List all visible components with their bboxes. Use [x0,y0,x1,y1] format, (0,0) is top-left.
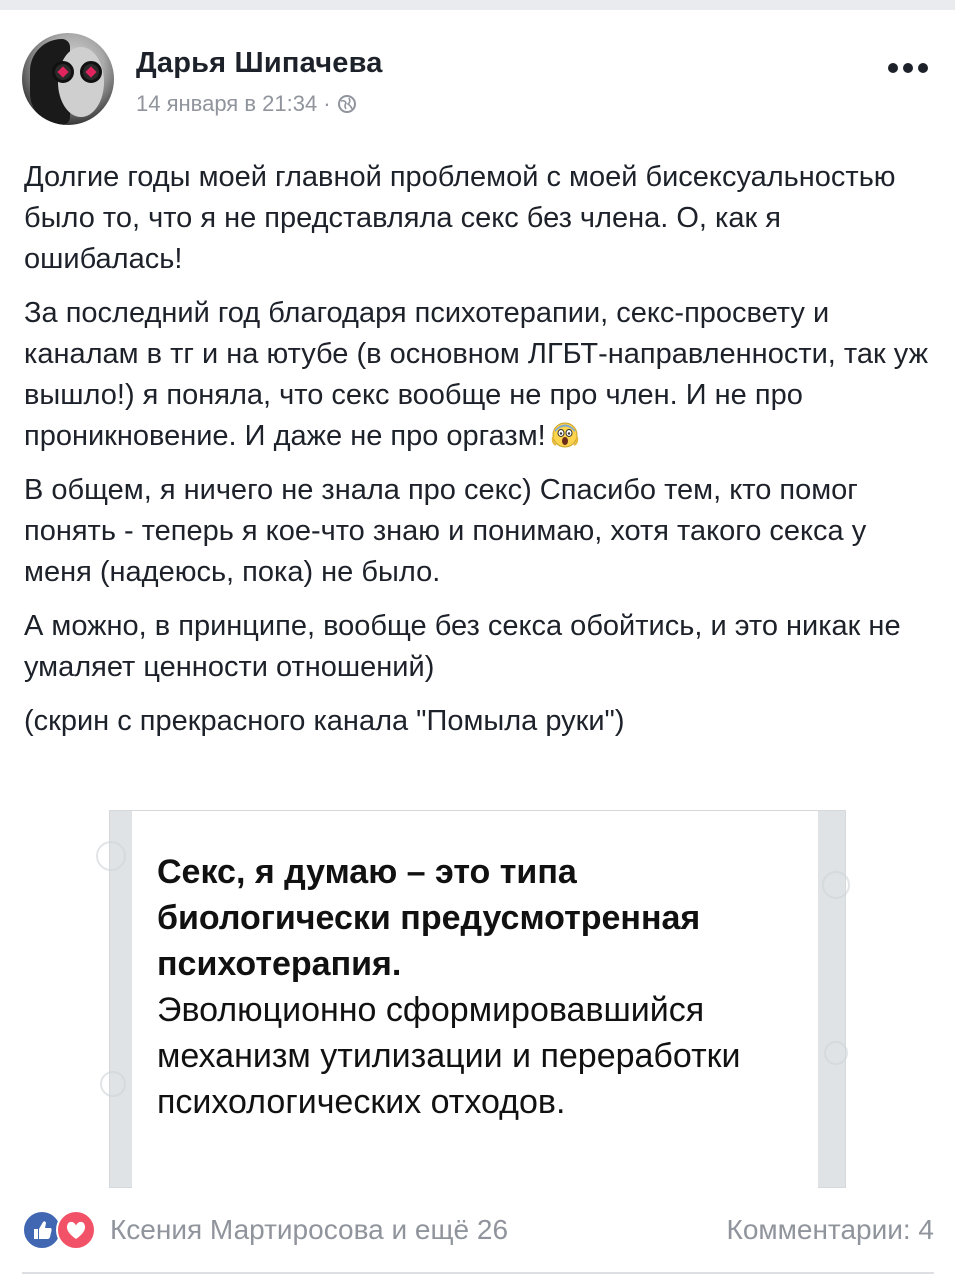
more-options-icon[interactable] [888,63,928,75]
post-footer [22,1208,934,1256]
message-bold-text: Секс, я думаю – это типа биологически предусмотренная психотерапия. [157,853,701,983]
love-icon [56,1210,96,1250]
post-paragraph-2: За последний год благодаря психотерапии, секс-просвету и каналам в тг и на ютубе (в основном ЛГБТ-направленности, так уж вышло!) я поняла, что секс вообще не про член. И не про проникновение. И даже не про оргазм! [24,297,928,452]
post-body [24,157,934,755]
post-header [22,33,932,129]
message-bubble [132,811,818,1189]
top-divider [0,0,955,10]
reactions-summary[interactable]: Ксения Мартиросова и ещё 26 [110,1214,509,1245]
meta-separator: · [323,91,331,116]
post-paragraph-3: В общем, я ничего не знала про секс) Спасибо тем, кто помог понять - теперь я кое-что знаю и понимаю, хотя такого секса у меня (надеюсь, пока) не было. [24,474,867,588]
globe-icon [337,94,357,114]
post-timestamp[interactable]: 14 января в 21:34 [136,91,318,116]
post-paragraph-1: Долгие годы моей главной проблемой с моей бисексуальностью было то, что я не представляла секс без члена. О, как я ошибалась! [24,161,896,275]
message-regular-text: Эволюционно сформировавшийся механизм утилизации и переработки психологических отходов. [157,991,741,1121]
post-paragraph-4: А можно, в принципе, вообще без секса обойтись, и это никак не умаляет ценности отношений) [24,610,901,683]
author-name[interactable]: Дарья Шипачева [136,47,383,79]
footer-divider [22,1272,934,1274]
post-paragraph-5: (скрин с прекрасного канала "Помыла руки") [24,705,625,737]
post-image[interactable] [109,810,846,1188]
reaction-icons[interactable] [22,1210,100,1250]
message-text [157,849,807,1125]
screaming-face-emoji-icon [550,419,580,449]
comments-count-link[interactable]: Комментарии: 4 [726,1214,934,1245]
post-meta [136,91,357,117]
avatar[interactable] [22,33,114,125]
